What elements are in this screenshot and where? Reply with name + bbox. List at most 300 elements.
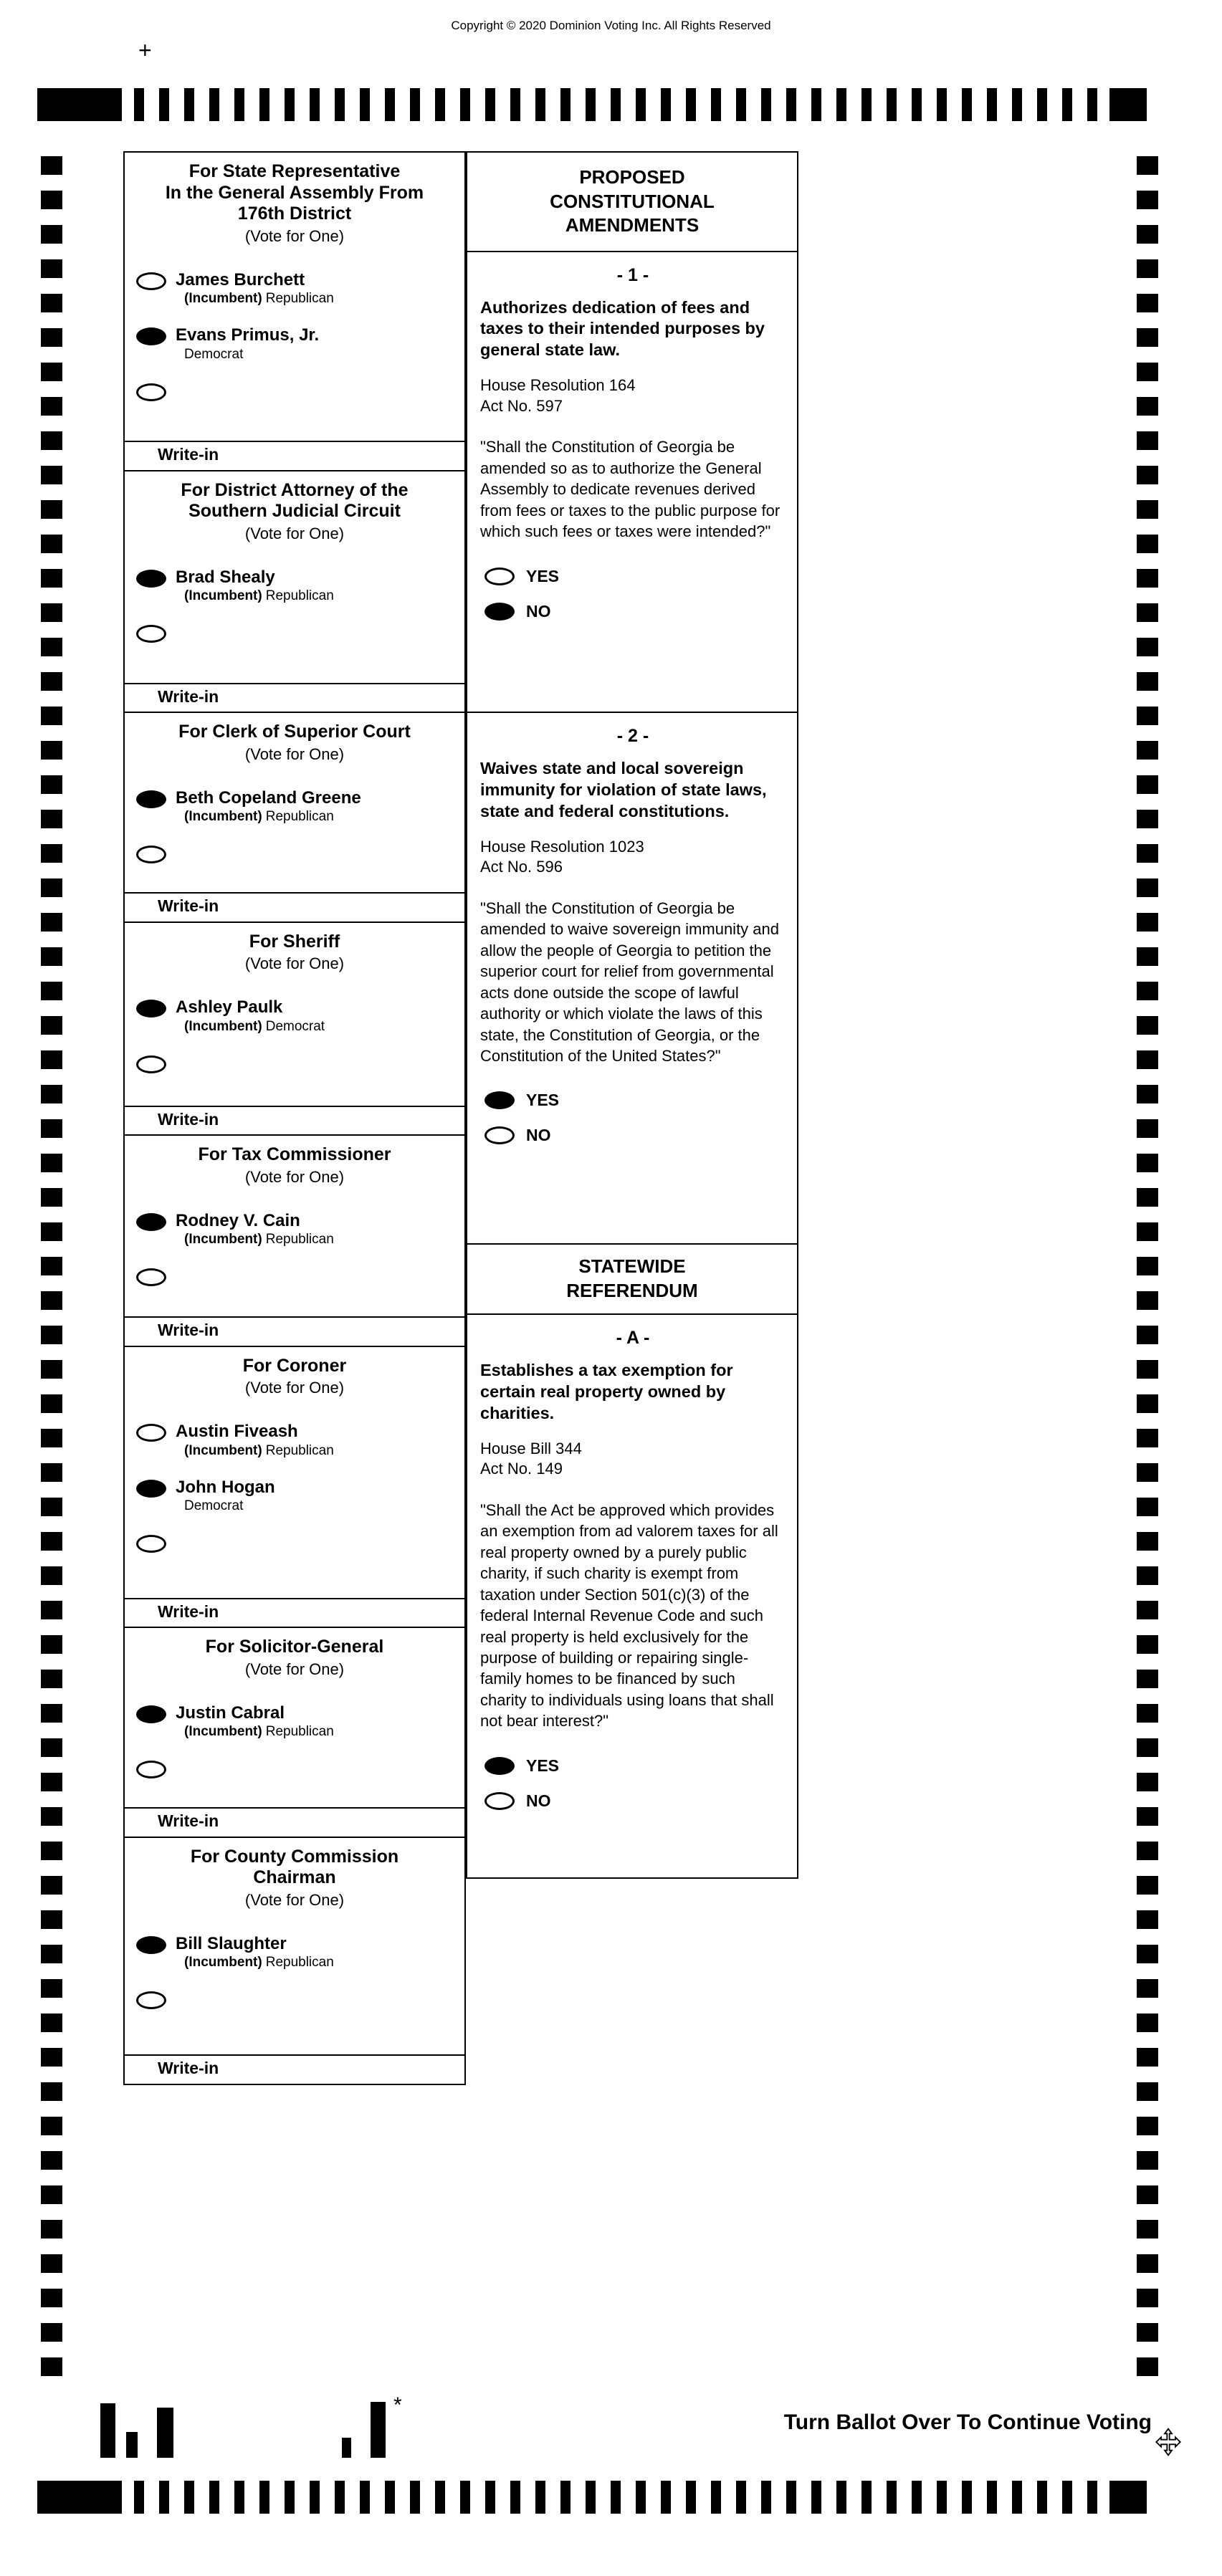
timing-mark	[1137, 1360, 1158, 1379]
contest-options	[125, 1397, 464, 1570]
timing-mark	[41, 2048, 62, 2067]
timing-mark	[1087, 2481, 1097, 2514]
contest-options	[125, 246, 464, 418]
timing-mark	[711, 88, 721, 121]
write-in-label: Write-in	[158, 686, 219, 706]
timing-mark	[1137, 1945, 1158, 1963]
timing-mark	[41, 2151, 62, 2170]
candidate-detail	[184, 1232, 334, 1248]
timing-mark	[686, 2481, 696, 2514]
candidate-option	[136, 1758, 454, 1778]
timing-mark	[1137, 1085, 1158, 1103]
contest-header	[125, 713, 464, 764]
timing-mark	[1062, 88, 1072, 121]
timing-mark	[1137, 2220, 1158, 2239]
contest-box	[123, 470, 466, 714]
measure-box	[466, 1313, 798, 1879]
contest-title: For Tax Commissioner	[198, 1144, 391, 1164]
measure-option	[484, 1791, 786, 1811]
timing-mark	[41, 1188, 62, 1207]
measure-number: - A -	[616, 1328, 650, 1348]
measure-box	[466, 251, 798, 714]
timing-mark	[410, 88, 420, 121]
candidate-option	[136, 1266, 454, 1286]
vote-oval[interactable]	[136, 1991, 166, 2009]
timing-mark	[134, 88, 144, 121]
candidate-incumbent: (Incumbent)	[184, 809, 262, 825]
candidate-incumbent: (Incumbent)	[184, 291, 262, 307]
timing-mark	[1137, 982, 1158, 1000]
timing-mark	[41, 191, 62, 209]
timing-mark	[711, 2481, 721, 2514]
timing-mark	[360, 2481, 370, 2514]
timing-mark	[1137, 672, 1158, 691]
timing-mark	[41, 1119, 62, 1138]
timing-mark	[41, 1463, 62, 1482]
candidate-detail	[184, 291, 334, 307]
measure-option	[484, 1126, 786, 1145]
timing-mark	[41, 397, 62, 416]
timing-mark	[435, 2481, 445, 2514]
vote-for-instruction: (Vote for One)	[244, 1379, 345, 1397]
timing-mark	[41, 947, 62, 966]
vote-oval[interactable]	[136, 1268, 166, 1286]
barcode-bar	[342, 2438, 351, 2458]
timing-mark	[41, 1257, 62, 1275]
candidate-party: Republican	[265, 1724, 334, 1740]
candidate-option	[136, 270, 454, 307]
timing-mark	[41, 1326, 62, 1344]
timing-mark	[836, 2481, 846, 2514]
timing-mark	[41, 225, 62, 244]
timing-mark	[1137, 603, 1158, 622]
contest-title: For Clerk of Superior Court	[178, 722, 411, 742]
timing-mark	[1137, 500, 1158, 519]
write-in-row[interactable]	[125, 892, 464, 921]
copyright-line: Copyright © 2020 Dominion Voting Inc. All Rights Reserved	[451, 19, 771, 32]
timing-mark	[1137, 535, 1158, 553]
timing-mark	[41, 2185, 62, 2204]
timing-marks-top	[37, 88, 1147, 121]
vote-oval[interactable]	[136, 327, 166, 345]
candidate-text	[176, 788, 361, 825]
measure-refs: House Resolution 1023 Act No. 596	[480, 837, 644, 876]
timing-mark	[811, 88, 821, 121]
timing-mark	[636, 88, 646, 121]
timing-mark	[41, 1498, 62, 1516]
timing-mark	[1137, 1050, 1158, 1069]
measure-options	[480, 1091, 786, 1161]
contest-box	[123, 1134, 466, 1347]
measure-option	[484, 1756, 786, 1776]
timing-mark	[1137, 1842, 1158, 1860]
turn-ballot-over-text: Turn Ballot Over To Continue Voting	[783, 2410, 1152, 2434]
candidate-name: Bill Slaughter	[176, 1933, 287, 1953]
timing-mark	[159, 2481, 169, 2514]
timing-mark	[636, 2481, 646, 2514]
vote-for-instruction: (Vote for One)	[244, 226, 345, 245]
timing-mark	[41, 569, 62, 588]
write-in-row[interactable]	[125, 1106, 464, 1135]
timing-mark	[41, 328, 62, 347]
vote-oval[interactable]	[136, 1213, 166, 1231]
timing-mark	[41, 913, 62, 932]
candidate-text	[176, 1934, 334, 1971]
vote-oval[interactable]	[136, 1424, 166, 1442]
write-in-row[interactable]	[125, 2054, 464, 2084]
candidate-text	[176, 325, 319, 363]
vote-for-instruction: (Vote for One)	[244, 954, 345, 972]
timing-mark	[41, 775, 62, 794]
vote-oval[interactable]	[484, 1126, 515, 1144]
timing-mark	[385, 2481, 395, 2514]
timing-marks-right	[1137, 156, 1158, 2376]
timing-mark	[41, 1635, 62, 1654]
candidate-detail	[184, 1724, 334, 1740]
timing-mark	[285, 2481, 295, 2514]
timing-mark	[1109, 88, 1147, 121]
contest-options	[125, 1910, 464, 2027]
candidate-detail	[184, 1955, 334, 1971]
candidate-party: Republican	[265, 1955, 334, 1971]
timing-mark	[310, 88, 320, 121]
timing-mark	[912, 88, 922, 121]
candidate-text	[176, 270, 334, 307]
measure-options	[480, 567, 786, 637]
candidate-detail	[184, 809, 361, 825]
vote-oval[interactable]	[136, 846, 166, 863]
candidate-name: Justin Cabral	[176, 1703, 285, 1723]
timing-mark	[41, 500, 62, 519]
vote-oval[interactable]	[136, 1761, 166, 1778]
timing-mark	[184, 88, 194, 121]
timing-mark	[987, 2481, 997, 2514]
candidate-name: Beth Copeland Greene	[176, 787, 361, 808]
write-in-label: Write-in	[158, 1811, 219, 1830]
measure-option	[484, 1091, 786, 1110]
timing-mark	[1137, 1979, 1158, 1998]
timing-mark	[736, 2481, 746, 2514]
candidate-party: Democrat	[265, 1018, 325, 1034]
timing-mark	[41, 2357, 62, 2376]
timing-mark	[41, 707, 62, 725]
candidate-incumbent: (Incumbent)	[184, 1724, 262, 1740]
timing-mark	[37, 2481, 122, 2514]
timing-mark	[661, 2481, 671, 2514]
contest-options	[125, 764, 464, 881]
timing-mark	[761, 88, 771, 121]
vote-oval[interactable]	[136, 1055, 166, 1073]
timing-mark	[1137, 638, 1158, 656]
timing-mark	[560, 88, 571, 121]
timing-mark	[962, 88, 972, 121]
candidate-name: Brad Shealy	[176, 567, 275, 587]
vote-oval[interactable]	[484, 1091, 515, 1109]
candidate-text	[176, 568, 334, 605]
timing-mark	[1137, 328, 1158, 347]
candidate-name: John Hogan	[176, 1477, 275, 1497]
timing-mark	[1137, 1773, 1158, 1791]
vote-oval[interactable]	[136, 570, 166, 588]
candidate-option	[136, 1934, 454, 1971]
timing-mark	[1137, 1429, 1158, 1447]
timing-mark	[41, 2220, 62, 2239]
write-in-row[interactable]	[125, 1316, 464, 1346]
timing-mark	[335, 2481, 345, 2514]
timing-mark	[1137, 1394, 1158, 1413]
measure-option-label: YES	[526, 1756, 560, 1775]
contest-box	[123, 151, 466, 471]
timing-mark	[460, 2481, 470, 2514]
vote-for-instruction: (Vote for One)	[244, 1660, 345, 1678]
timing-mark	[259, 88, 269, 121]
candidate-text	[176, 1703, 334, 1741]
timing-mark	[41, 844, 62, 863]
four-way-arrow-icon	[1154, 2428, 1183, 2456]
vote-oval[interactable]	[136, 625, 166, 643]
measure-option-label: YES	[526, 1091, 560, 1110]
timing-mark	[159, 88, 169, 121]
timing-mark	[937, 88, 947, 121]
timing-mark	[41, 638, 62, 656]
candidate-detail	[184, 588, 334, 604]
timing-mark	[1137, 1532, 1158, 1551]
timing-mark	[41, 603, 62, 622]
timing-mark	[686, 88, 696, 121]
timing-mark	[41, 1601, 62, 1619]
vote-oval[interactable]	[136, 1480, 166, 1498]
contest-options	[125, 1187, 464, 1304]
timing-mark	[41, 1979, 62, 1998]
measure-option-label: NO	[526, 1791, 551, 1810]
timing-mark	[1137, 1704, 1158, 1723]
timing-mark	[1137, 707, 1158, 725]
timing-mark	[41, 741, 62, 760]
contest-header	[125, 1838, 464, 1910]
write-in-row[interactable]	[125, 441, 464, 470]
measure-question: "Shall the Act be approved which provides an exemption from ad valorem taxes for all real property owned by a purely public charity, if such charity is exempt from taxation under Section 501(c)(3) of the federal Internal Revenue Code and such real property is held exclusively for the purpose of building or repairing single-family homes to be financed by such charity to individuals using loans that shall not bear interest?"	[480, 1500, 778, 1730]
timing-mark	[661, 88, 671, 121]
timing-mark	[1137, 1601, 1158, 1619]
timing-mark	[1137, 466, 1158, 484]
measure-number: - 1 -	[616, 264, 649, 285]
vote-for-instruction: (Vote for One)	[244, 744, 345, 763]
timing-mark	[1137, 1016, 1158, 1035]
timing-mark	[586, 2481, 596, 2514]
timing-mark	[41, 1429, 62, 1447]
timing-mark	[1137, 1326, 1158, 1344]
barcode-bar	[126, 2432, 138, 2458]
contest-title: For Sheriff	[249, 931, 340, 952]
vote-oval[interactable]	[136, 272, 166, 290]
timing-mark	[41, 672, 62, 691]
timing-mark	[1137, 775, 1158, 794]
timing-mark	[41, 1050, 62, 1069]
timing-mark	[1137, 2151, 1158, 2170]
write-in-row[interactable]	[125, 1598, 464, 1627]
candidate-name: Evans Primus, Jr.	[176, 325, 320, 345]
candidate-option	[136, 1053, 454, 1073]
candidate-option	[136, 623, 454, 643]
timing-mark	[1137, 2048, 1158, 2067]
timing-mark	[535, 88, 545, 121]
contests-column	[123, 151, 466, 2085]
candidate-party: Republican	[265, 291, 334, 307]
timing-mark	[385, 88, 395, 121]
candidate-option	[136, 1989, 454, 2009]
timing-mark	[836, 88, 846, 121]
timing-marks-bottom	[37, 2481, 1147, 2514]
candidate-option	[136, 788, 454, 825]
vote-for-instruction: (Vote for One)	[244, 1167, 345, 1186]
timing-mark	[1109, 2481, 1147, 2514]
timing-mark	[1137, 1119, 1158, 1138]
candidate-incumbent: (Incumbent)	[184, 1018, 262, 1034]
measure-question: "Shall the Constitution of Georgia be amended so as to authorize the General Assembly to dedicate revenues derived from fees or taxes to the public purpose for which such fees or taxes were intended?"	[480, 438, 781, 541]
timing-mark	[41, 1807, 62, 1826]
timing-mark	[1137, 1635, 1158, 1654]
timing-mark	[1137, 1188, 1158, 1207]
candidate-party: Republican	[265, 588, 334, 604]
measures-header: STATEWIDE REFERENDUM	[466, 1243, 798, 1316]
candidate-party: Democrat	[184, 346, 244, 362]
timing-mark	[1137, 225, 1158, 244]
contest-header	[125, 1347, 464, 1398]
vote-oval[interactable]	[136, 1936, 166, 1954]
timing-mark	[41, 1222, 62, 1241]
vote-oval[interactable]	[484, 568, 515, 585]
timing-mark	[1137, 1498, 1158, 1516]
timing-mark	[736, 88, 746, 121]
timing-mark	[611, 88, 621, 121]
write-in-label: Write-in	[158, 1601, 219, 1621]
timing-mark	[1137, 2254, 1158, 2273]
timing-mark	[41, 1773, 62, 1791]
vote-oval[interactable]	[484, 1757, 515, 1775]
timing-mark	[1137, 1463, 1158, 1482]
write-in-label: Write-in	[158, 1321, 219, 1339]
timing-mark	[1137, 1876, 1158, 1895]
vote-for-instruction: (Vote for One)	[244, 1890, 345, 1909]
write-in-label: Write-in	[158, 1109, 219, 1129]
timing-mark	[887, 2481, 897, 2514]
measure-refs: House Resolution 164 Act No. 597	[480, 376, 636, 415]
candidate-option	[136, 325, 454, 363]
timing-mark	[1137, 1222, 1158, 1241]
contest-box	[123, 1627, 466, 1838]
timing-mark	[586, 88, 596, 121]
timing-mark	[1012, 2481, 1022, 2514]
write-in-row[interactable]	[125, 683, 464, 712]
timing-mark	[41, 2014, 62, 2032]
timing-mark	[41, 1704, 62, 1723]
timing-mark	[41, 1394, 62, 1413]
candidate-incumbent: (Incumbent)	[184, 1232, 262, 1248]
timing-mark	[1137, 1257, 1158, 1275]
timing-mark	[887, 88, 897, 121]
timing-mark	[535, 2481, 545, 2514]
candidate-option	[136, 568, 454, 605]
timing-mark	[41, 1016, 62, 1035]
timing-mark	[37, 88, 122, 121]
candidate-incumbent: (Incumbent)	[184, 1442, 262, 1458]
timing-mark	[786, 88, 796, 121]
timing-mark	[41, 1945, 62, 1963]
candidate-party: Democrat	[184, 1498, 244, 1514]
barcode-bar	[100, 2403, 115, 2458]
candidate-incumbent: (Incumbent)	[184, 1955, 262, 1971]
measure-number: - 2 -	[616, 726, 649, 746]
candidate-option	[136, 997, 454, 1035]
timing-mark	[435, 88, 445, 121]
timing-mark	[41, 156, 62, 175]
contest-box	[123, 1346, 466, 1629]
timing-mark	[41, 1738, 62, 1757]
candidate-detail	[184, 1443, 334, 1459]
contest-title: For County Commission Chairman	[190, 1846, 399, 1887]
measure-options	[480, 1756, 786, 1826]
candidate-text	[176, 1422, 334, 1459]
vote-oval[interactable]	[136, 1705, 166, 1723]
vote-oval[interactable]	[484, 1792, 515, 1810]
timing-mark	[184, 2481, 194, 2514]
vote-oval[interactable]	[136, 383, 166, 401]
timing-mark	[1137, 947, 1158, 966]
candidate-text	[176, 1211, 334, 1248]
timing-mark	[1137, 191, 1158, 209]
timing-mark	[485, 2481, 495, 2514]
timing-mark	[1137, 913, 1158, 932]
vote-oval[interactable]	[136, 1535, 166, 1553]
timing-mark	[962, 2481, 972, 2514]
contest-header	[125, 471, 464, 543]
candidate-option	[136, 843, 454, 863]
timing-mark	[41, 2323, 62, 2342]
timing-mark	[41, 2254, 62, 2273]
timing-mark	[987, 88, 997, 121]
write-in-row[interactable]	[125, 1807, 464, 1837]
vote-oval[interactable]	[484, 603, 515, 621]
candidate-detail	[184, 1498, 275, 1514]
timing-mark	[310, 2481, 320, 2514]
contest-title: For Coroner	[242, 1355, 347, 1376]
measure-option	[484, 567, 786, 586]
contest-header	[125, 1628, 464, 1679]
vote-oval[interactable]	[136, 1000, 166, 1018]
vote-oval[interactable]	[136, 790, 166, 808]
timing-mark	[460, 88, 470, 121]
timing-mark	[41, 2289, 62, 2307]
timing-mark	[234, 88, 244, 121]
timing-mark	[1137, 569, 1158, 588]
timing-mark	[1137, 1910, 1158, 1929]
timing-mark	[937, 2481, 947, 2514]
timing-mark	[41, 982, 62, 1000]
timing-mark	[41, 1910, 62, 1929]
candidate-party: Republican	[265, 1232, 334, 1248]
candidate-text	[176, 997, 325, 1035]
timing-mark	[912, 2481, 922, 2514]
timing-mark	[1137, 1670, 1158, 1688]
timing-mark	[234, 2481, 244, 2514]
candidate-text	[176, 1478, 275, 1515]
contest-options	[125, 543, 464, 661]
candidate-name: James Burchett	[176, 269, 305, 289]
timing-mark	[1137, 363, 1158, 381]
measure-refs: House Bill 344 Act No. 149	[480, 1439, 582, 1478]
timing-mark	[1137, 1291, 1158, 1310]
candidate-option	[136, 1478, 454, 1515]
